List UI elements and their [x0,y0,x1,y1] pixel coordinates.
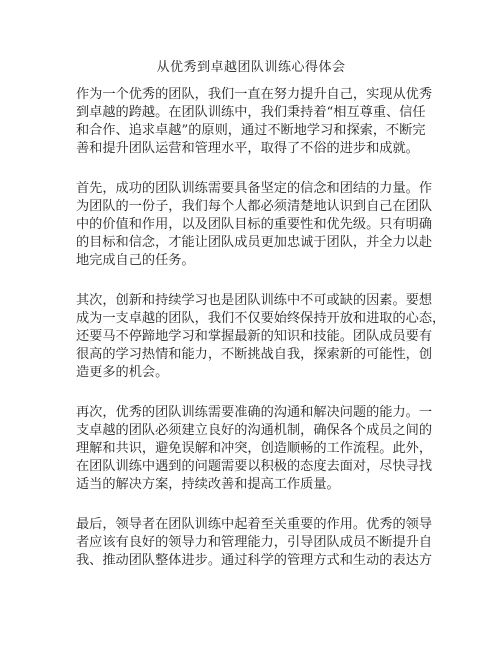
paragraph-2-line-5: 地完成自己的任务。 [76,253,195,268]
paragraph-4-line-1: 再次，优秀的团队训练需要准确的沟通和解决问题的能力。一 [76,405,433,420]
paragraph-4-line-4: 在团队训练中遇到的问题需要以积极的态度去面对，尽快寻找 [76,459,433,474]
paragraph-3-line-3: 还要马不停蹄地学习和掌握最新的知识和技能。团队成员要有 [76,329,433,344]
paragraph-5-line-2: 者应该有良好的领导力和管理能力，引导团队成员不断提升自 [76,535,433,550]
paragraph-1-line-4: 善和提升团队运营和管理水平，取得了不俗的进步和成就。 [76,141,419,156]
paragraph-5-line-3: 我、推动团队整体进步。通过科学的管理方式和生动的表达方 [76,553,433,568]
paragraph-2-line-3: 中的价值和作用，以及团队目标的重要性和优先级。只有明确 [76,217,433,232]
paragraph-2-line-2: 为团队的一份子，我们每个人都必须清楚地认识到自己在团队 [76,199,433,214]
paragraph-1-line-1: 作为一个优秀的团队，我们一直在努力提升自己，实现从优秀 [76,87,433,102]
paragraph-3-line-4: 很高的学习热情和能力，不断挑战自我，探索新的可能性，创 [76,347,433,362]
paragraph-3-line-2: 成为一支卓越的团队，我们不仅要始终保持开放和进取的心态， [76,311,446,326]
paragraph-1-line-2: 到卓越的跨越。在团队训练中，我们秉持着“相互尊重、信任 [76,105,426,120]
paragraph-3-line-5: 造更多的机会。 [76,365,169,380]
paragraph-4-line-3: 理解和共识，避免误解和冲突，创造顺畅的工作流程。此外， [76,441,433,456]
paragraph-2-line-1: 首先，成功的团队训练需要具备坚定的信念和团结的力量。作 [76,181,433,196]
paragraph-4-line-2: 支卓越的团队必须建立良好的沟通机制，确保各个成员之间的 [76,423,433,438]
paragraph-2-line-4: 的目标和信念，才能让团队成员更加忠诚于团队，并全力以赴 [76,235,433,250]
paragraph-5-line-1: 最后，领导者在团队训练中起着至关重要的作用。优秀的领导 [76,517,433,532]
paragraph-1-line-3: 和合作、追求卓越”的原则，通过不断地学习和探索，不断完 [76,123,426,138]
document-title: 从优秀到卓越团队训练心得体会 [156,60,346,75]
paragraph-3-line-1: 其次，创新和持续学习也是团队训练中不可或缺的因素。要想 [76,293,433,308]
paragraph-4-line-5: 适当的解决方案，持续改善和提高工作质量。 [76,477,340,492]
